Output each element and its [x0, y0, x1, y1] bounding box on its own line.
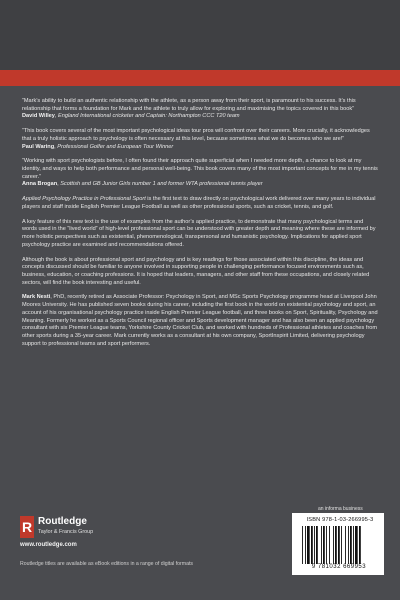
quote-attribution: Paul Waring, Professional Golfer and European Tour Winner: [22, 143, 174, 150]
quote-1: [22, 98, 378, 121]
description-paragraph-1: [22, 196, 378, 211]
quote-3: [22, 158, 378, 189]
author-name: Mark Nesti: [22, 294, 51, 301]
author-bio-text: , PhD, recently retired as Associate Professor: Psychology in Sport, and MSc Sports Psychology programme head at Liverpool John Moores University. He has published seven books during his career, including the first book in the world on existential psychology and sport, an account of his organisational psychology practice inside English Premier League football, and three books on Sport, Spirituality, Psychology and Meaning. Formerly he worked as a Sports Council regional officer and Sports development manager and has also been an applied psychology consultant with six Premier League teams, Yorkshire County Cricket Club, and worked with hundreds of Professional athletes and coaches from other sports during a 35-year career. Mark currently works as a consultant at his own company, SportInspirit Limited, delivering psychology support to professional teams and sport performers.: [22, 294, 378, 347]
quote-text: “This book covers several of the most important psychological ideas tour pros will confront over their careers. More crucially, it acknowledges that a truly holistic approach to psychology is often necessary at this level, because sometimes what we do becomes who we are!”: [22, 128, 370, 142]
barcode-icon: [302, 526, 378, 564]
quote-attribution: Anna Brogan, Scottish and GB Junior Girls number 1 and former WTA professional tennis player: [22, 181, 263, 188]
quote-author: Anna Brogan: [22, 181, 58, 188]
informa-label: an informa business: [318, 506, 363, 512]
quote-text: “Mark’s ability to build an authentic relationship with the athlete, as a person away from their sport, is paramount to his success. It’s this relationship that forms a foundation for Mark and the athlete to truly allow for exploring and maximising the topics covered in this book”: [22, 98, 356, 112]
accent-band: [0, 70, 400, 86]
barcode-number: 9 781032 669953: [311, 564, 367, 570]
isbn-text: ISBN 978-1-03-266995-3: [306, 517, 374, 523]
description-text: is the first text to draw directly on psychological work delivered over many years to individual players and staff inside English Premier League Football as well as other professional sports, such as cricket, tennis, and golf.: [22, 196, 376, 210]
description-paragraph-3: Although the book is about professional sport and psychology and is key readings for those associated within this discipline, the ideas and concepts discussed should be familiar to anyone involved in supporting people in challenging performance focused environments such as, business, education, or coaching professions. It is hoped that leaders, managers, and other staff from these occupations, and closely related sectors, will find the book interesting and useful.: [22, 256, 370, 286]
author-bio: [22, 294, 378, 348]
quote-text: “Working with sport psychologists before, I often found their approach quite superficial when I needed more depth, a chance to look at my identity, and ways to help both performance and personal well-being. This book covers many of the most important concepts for me in my tennis career.”: [22, 158, 378, 180]
publisher-group: Taylor & Francis Group: [38, 529, 94, 535]
quote-role: Professional Golfer and European Tour Winner: [57, 143, 174, 150]
back-cover-text: [22, 98, 378, 355]
quote-role: Scottish and GB Junior Girls number 1 and former WTA professional tennis player: [60, 181, 263, 188]
quote-author: David Willey: [22, 113, 55, 120]
quote-2: [22, 128, 378, 151]
publisher-name: Routledge: [38, 516, 87, 527]
cover-top-band: [0, 0, 400, 70]
quote-author: Paul Waring: [22, 143, 55, 150]
routledge-logo-letter: R: [21, 519, 33, 535]
publisher-website[interactable]: www.routledge.com: [20, 542, 77, 548]
description-paragraph-2: A key feature of this new text is the use of examples from the author’s applied practice, to demonstrate that many psychological terms and words used in the “lived world” of high-level professional sport can be understood with greater depth and meaning where these are informed by more holistic perspectives such as existential, phenomenological, transpersonal and humanistic psychology. Implications for applied sport psychology practice are examined and recommendations offered.: [22, 218, 376, 248]
quote-role: England International cricketer and Captain: Northampton CCC T20 team: [58, 113, 240, 120]
ebook-note: Routledge titles are available as eBook editions in a range of digital formats: [20, 561, 194, 567]
book-title: Applied Psychology Practice in Professional Sport: [22, 196, 146, 203]
quote-attribution: David Willey, England International cricketer and Captain: Northampton CCC T20 team: [22, 113, 240, 120]
